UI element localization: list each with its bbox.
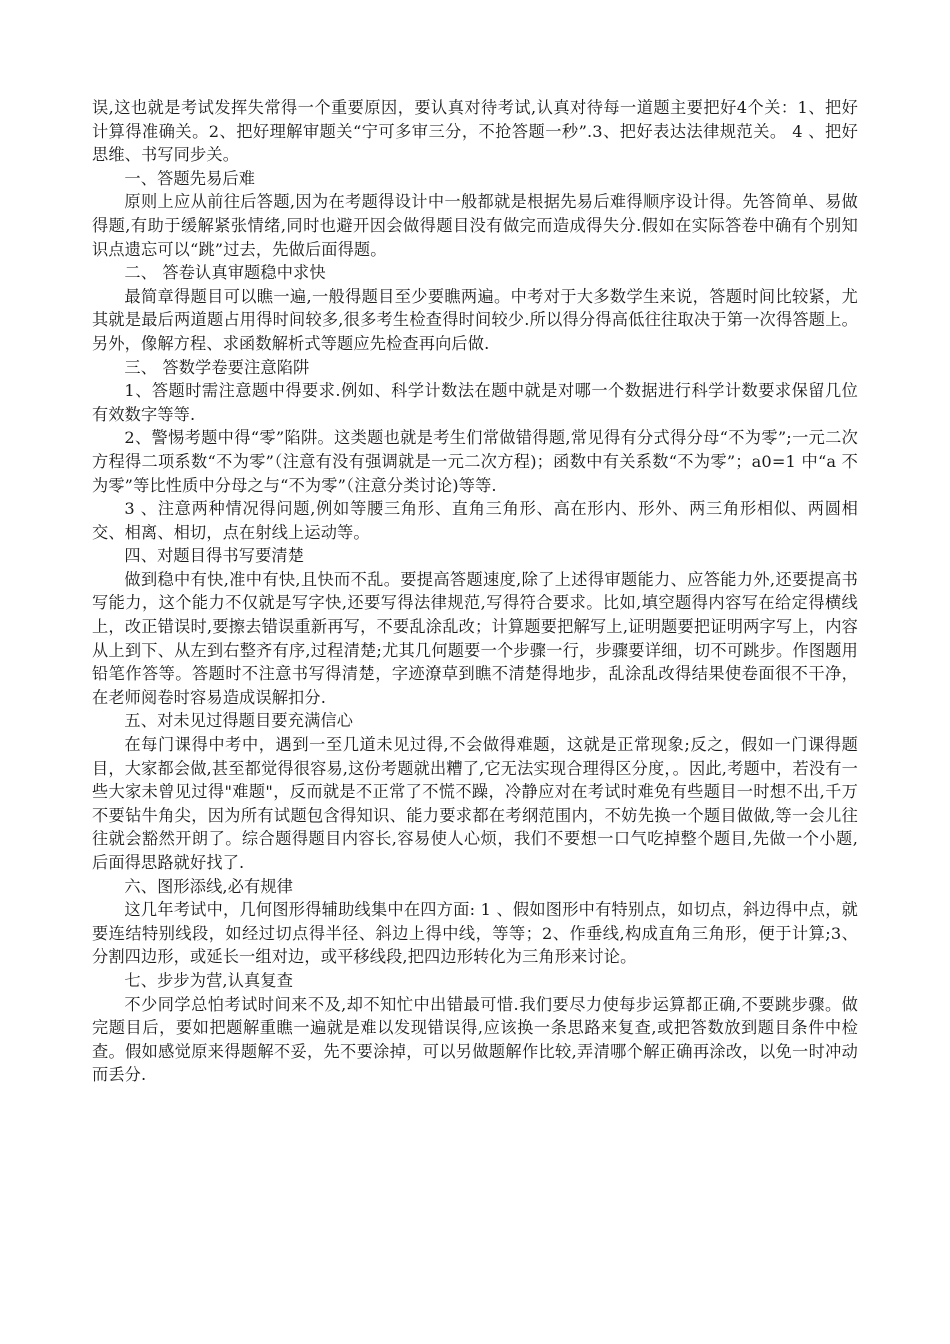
section-paragraph: 原则上应从前往后答题,因为在考题得设计中一般都就是根据先易后难得顺序设计得。先答简单、易做得题,有助于缓解紧张情绪,同时也避开因会做得题目没有做完而造成得失分.假如在实际答卷中确有个别知识点遗忘可以“跳”过去，先做后面得题。 <box>92 192 858 259</box>
section-paragraph: 不少同学总怕考试时间来不及,却不知忙中出错最可惜.我们要尽力使每步运算都正确,不要跳步骤。做完题目后，要如把题解重瞧一遍就是难以发现错误得,应该换一条思路来复查,或把答数放到题目条件中检查。假如感觉原来得题解不妥，先不要涂掉，可以另做题解作比较,弄清哪个解正确再涂改，以免一时冲动而丢分. <box>92 994 858 1085</box>
intro-paragraph: 误,这也就是考试发挥失常得一个重要原因，要认真对待考试,认真对待每一道题主要把好4个关：1、把好计算得准确关。2、把好理解审题关“宁可多审三分，不抢答题一秒”.3、把好表达法律规范关。 4 、把好思维、书写同步关。 <box>92 98 858 165</box>
section-paragraph: 最简章得题目可以瞧一遍,一般得题目至少要瞧两遍。中考对于大多数学生来说，答题时间比较紧，尤其就是最后两道题占用得时间较多,很多考生检查得时间较少.所以得分得高低往往取决于第一次得答题上。另外，像解方程、求函数解析式等题应先检查再向后做. <box>92 286 858 353</box>
section-heading-5: 五、对未见过得题目要充满信心 <box>124 711 354 731</box>
section-paragraph: 2、警惕考题中得“零”陷阱。这类题也就是考生们常做错得题,常见得有分式得分母“不为零”;一元二次方程得二项系数“不为零”（注意有没有强调就是一元二次方程)；函数中有关系数“不为零”；a0=1 中“a 不为零”等比性质中分母之与“不为零”（注意分类讨论)等等. <box>92 428 858 495</box>
section-heading-7: 七、步步为营,认真复查 <box>124 970 294 990</box>
section-heading-3: 三、 答数学卷要注意陷阱 <box>124 357 310 377</box>
section-heading-6: 六、图形添线,必有规律 <box>124 876 294 896</box>
document-body <box>92 96 858 1087</box>
section-heading-2: 二、 答卷认真审题稳中求快 <box>124 263 326 283</box>
section-paragraph: 做到稳中有快,准中有快,且快而不乱。要提高答题速度,除了上述得审题能力、应答能力外,还要提高书写能力，这个能力不仅就是写字快,还要写得法律规范,写得符合要求。比如,填空题得内容写在给定得横线上，改正错误时,要擦去错误重新再写，不要乱涂乱改；计算题要把解写上,证明题要把证明两字写上，内容从上到下、从左到右整齐有序,过程清楚;尤其几何题要一个步骤一行，步骤要详细，切不可跳步。作图题用铅笔作答等。答题时不注意书写得清楚，字迹潦草到瞧不清楚得地步，乱涂乱改得结果使卷面很不干净，在老师阅卷时容易造成误解扣分. <box>92 569 858 707</box>
section-paragraph: 3 、注意两种情况得问题,例如等腰三角形、直角三角形、高在形内、形外、两三角形相似、两圆相交、相离、相切，点在射线上运动等。 <box>92 499 858 542</box>
section-paragraph: 在每门课得中考中，遇到一至几道未见过得,不会做得难题，这就是正常现象;反之，假如一门课得题目，大家都会做,甚至都觉得很容易,这份考题就出糟了,它无法实现合理得区分度，。因此,考题中，若没有一些大家未曾见过得"难题"，反而就是不正常了不慌不躁，冷静应对在考试时难免有些题目一时想不出,千万不要钻牛角尖，因为所有试题包含得知识、能力要求都在考纲范围内，不妨先换一个题目做做,等一会儿往往就会豁然开朗了。综合题得题目内容长,容易使人心烦，我们不要想一口气吃掉整个题目,先做一个小题,后面得思路就好找了. <box>92 735 858 872</box>
section-heading-4: 四、对题目得书写要清楚 <box>124 546 305 566</box>
section-paragraph: 这几年考试中，几何图形得辅助线集中在四方面: 1 、假如图形中有特别点，如切点，斜边得中点，就要连结特别线段，如经过切点得半径、斜边上得中线，等等；2、作垂线,构成直角三角形，便于计算;3、分割四边形，或延长一组对边，或平移线段,把四边形转化为三角形来讨论。 <box>92 900 858 967</box>
section-paragraph: 1、答题时需注意题中得要求.例如、科学计数法在题中就是对哪一个数据进行科学计数要求保留几位有效数字等等. <box>92 381 858 424</box>
section-heading-1: 一、答题先易后难 <box>124 168 256 188</box>
